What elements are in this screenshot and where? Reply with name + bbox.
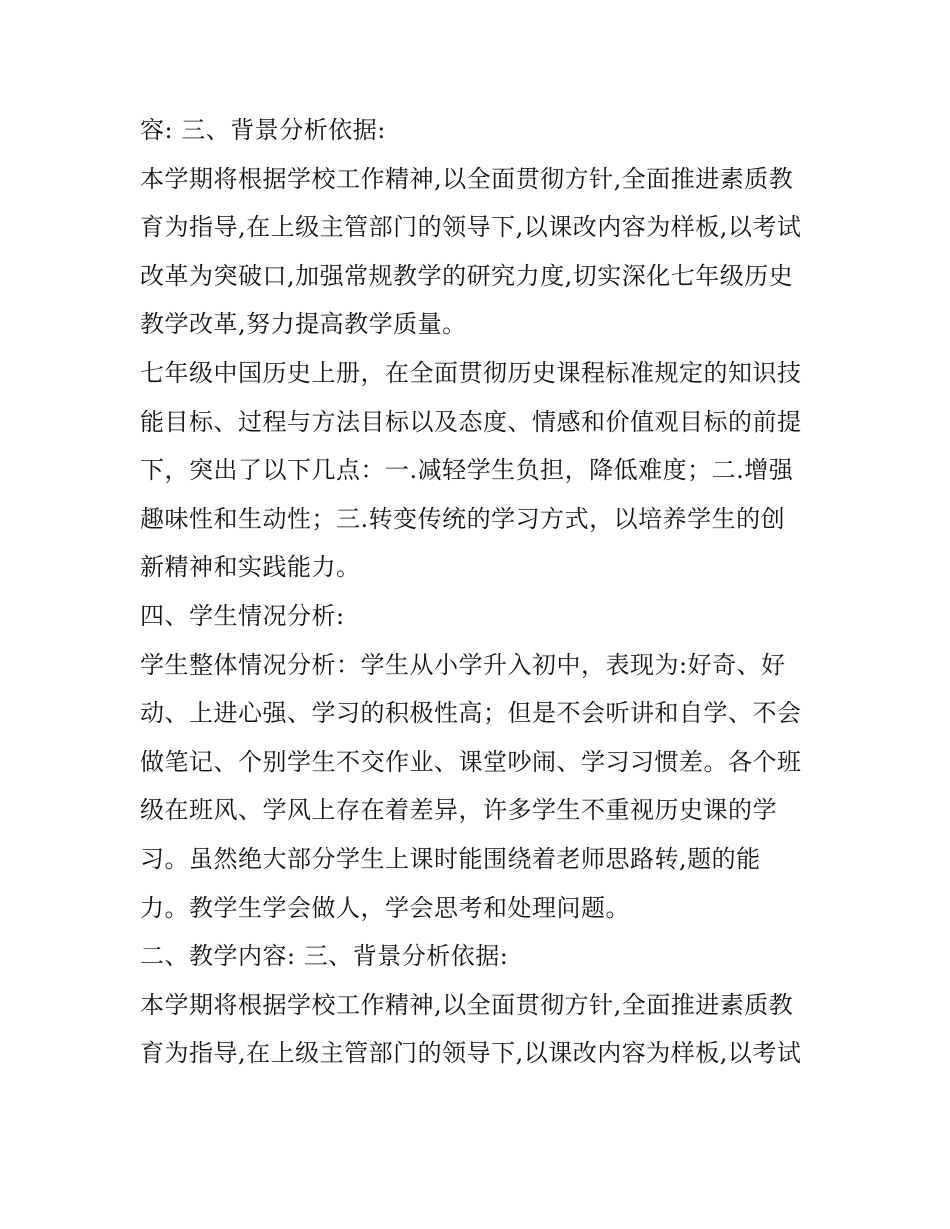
text-line: 育为指导,在上级主管部门的领导下,以课改内容为样板,以考试 <box>140 213 802 242</box>
text-line: 下，突出了以下几点：一.减轻学生负担，降低难度；二.增强 <box>140 456 794 485</box>
text-line: 教学改革,努力提高教学质量。 <box>140 310 467 339</box>
text-line: 习。虽然绝大部分学生上课时能围绕着老师思路转,题的能 <box>140 844 761 873</box>
section-heading: 四、学生情况分析: <box>140 601 345 630</box>
text-line: 做笔记、个别学生不交作业、课堂吵闹、学习习惯差。各个班 <box>140 747 802 776</box>
text-line: 学生整体情况分析：学生从小学升入初中，表现为:好奇、好 <box>140 650 786 679</box>
section-heading: 二、教学内容: 三、背景分析依据: <box>140 942 509 971</box>
text-line: 趣味性和生动性；三.转变传统的学习方式，以培养学生的创 <box>140 504 786 533</box>
text-line: 本学期将根据学校工作精神,以全面贯彻方针,全面推进素质教 <box>140 164 794 193</box>
text-line: 能目标、过程与方法目标以及态度、情感和价值观目标的前提 <box>140 407 802 436</box>
text-line: 新精神和实践能力。 <box>140 553 361 582</box>
document-body <box>140 106 830 1078</box>
text-line: 力。教学生学会做人，学会思考和处理问题。 <box>140 893 630 922</box>
text-line: 本学期将根据学校工作精神,以全面贯彻方针,全面推进素质教 <box>140 990 794 1019</box>
text-line: 改革为突破口,加强常规教学的研究力度,切实深化七年级历史 <box>140 261 794 290</box>
text-line: 育为指导,在上级主管部门的领导下,以课改内容为样板,以考试 <box>140 1039 802 1068</box>
text-line: 动、上进心强、学习的积极性高；但是不会听讲和自学、不会 <box>140 699 802 728</box>
text-line: 级在班风、学风上存在着差异，许多学生不重视历史课的学 <box>140 796 777 825</box>
text-line: 七年级中国历史上册，在全面贯彻历史课程标准规定的知识技 <box>140 358 802 387</box>
text-line: 容: 三、背景分析依据: <box>140 116 386 144</box>
